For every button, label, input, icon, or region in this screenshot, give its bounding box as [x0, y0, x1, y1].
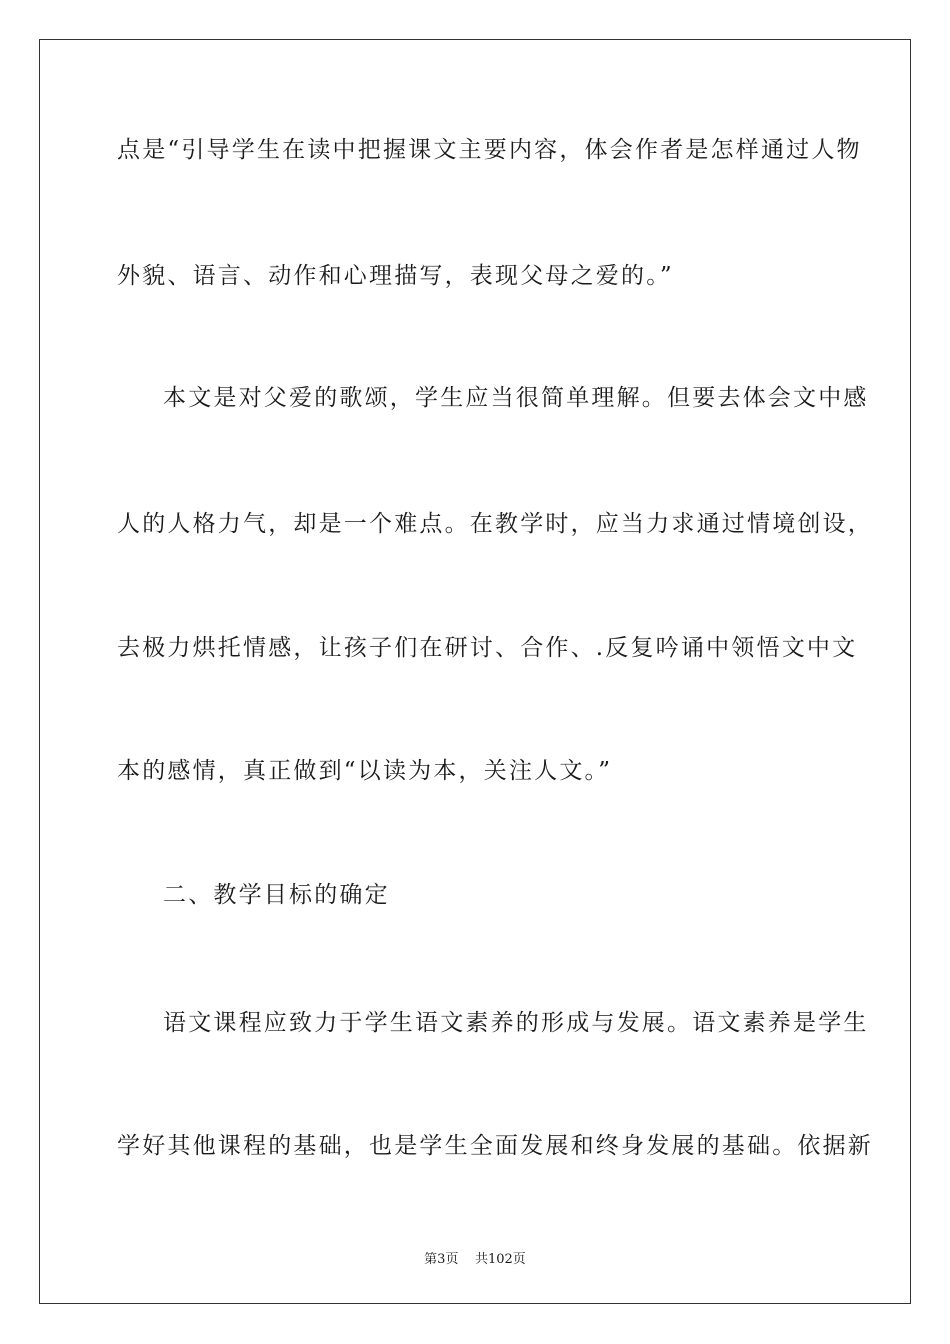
text-line-3: 本文是对父爱的歌颂，学生应当很简单理解。但要去体会文中感: [163, 385, 869, 411]
text-line-4: 人的人格力气，却是一个难点。在教学时，应当力求通过情境创设，: [117, 511, 873, 537]
page-number: 第3页: [424, 1252, 459, 1267]
text-line-6: 本的感情，真正做到“以读为本，关注人文。”: [117, 758, 613, 784]
text-line-5: 去极力烘托情感，让孩子们在研讨、合作、.反复吟诵中领悟文中文: [117, 635, 858, 661]
text-line-9: 学好其他课程的基础，也是学生全面发展和终身发展的基础。依据新: [117, 1133, 873, 1159]
page-footer: [0, 1248, 950, 1267]
total-pages: 共102页: [474, 1252, 526, 1267]
text-line-2: 外貌、语言、动作和心理描写，表现父母之爱的。”: [117, 263, 674, 289]
section-heading: 二、教学目标的确定: [163, 882, 390, 908]
text-line-1: 点是“引导学生在读中把握课文主要内容，体会作者是怎样通过人物: [117, 137, 862, 163]
page-border: [39, 39, 911, 1304]
text-line-8: 语文课程应致力于学生语文素养的形成与发展。语文素养是学生: [163, 1010, 869, 1036]
